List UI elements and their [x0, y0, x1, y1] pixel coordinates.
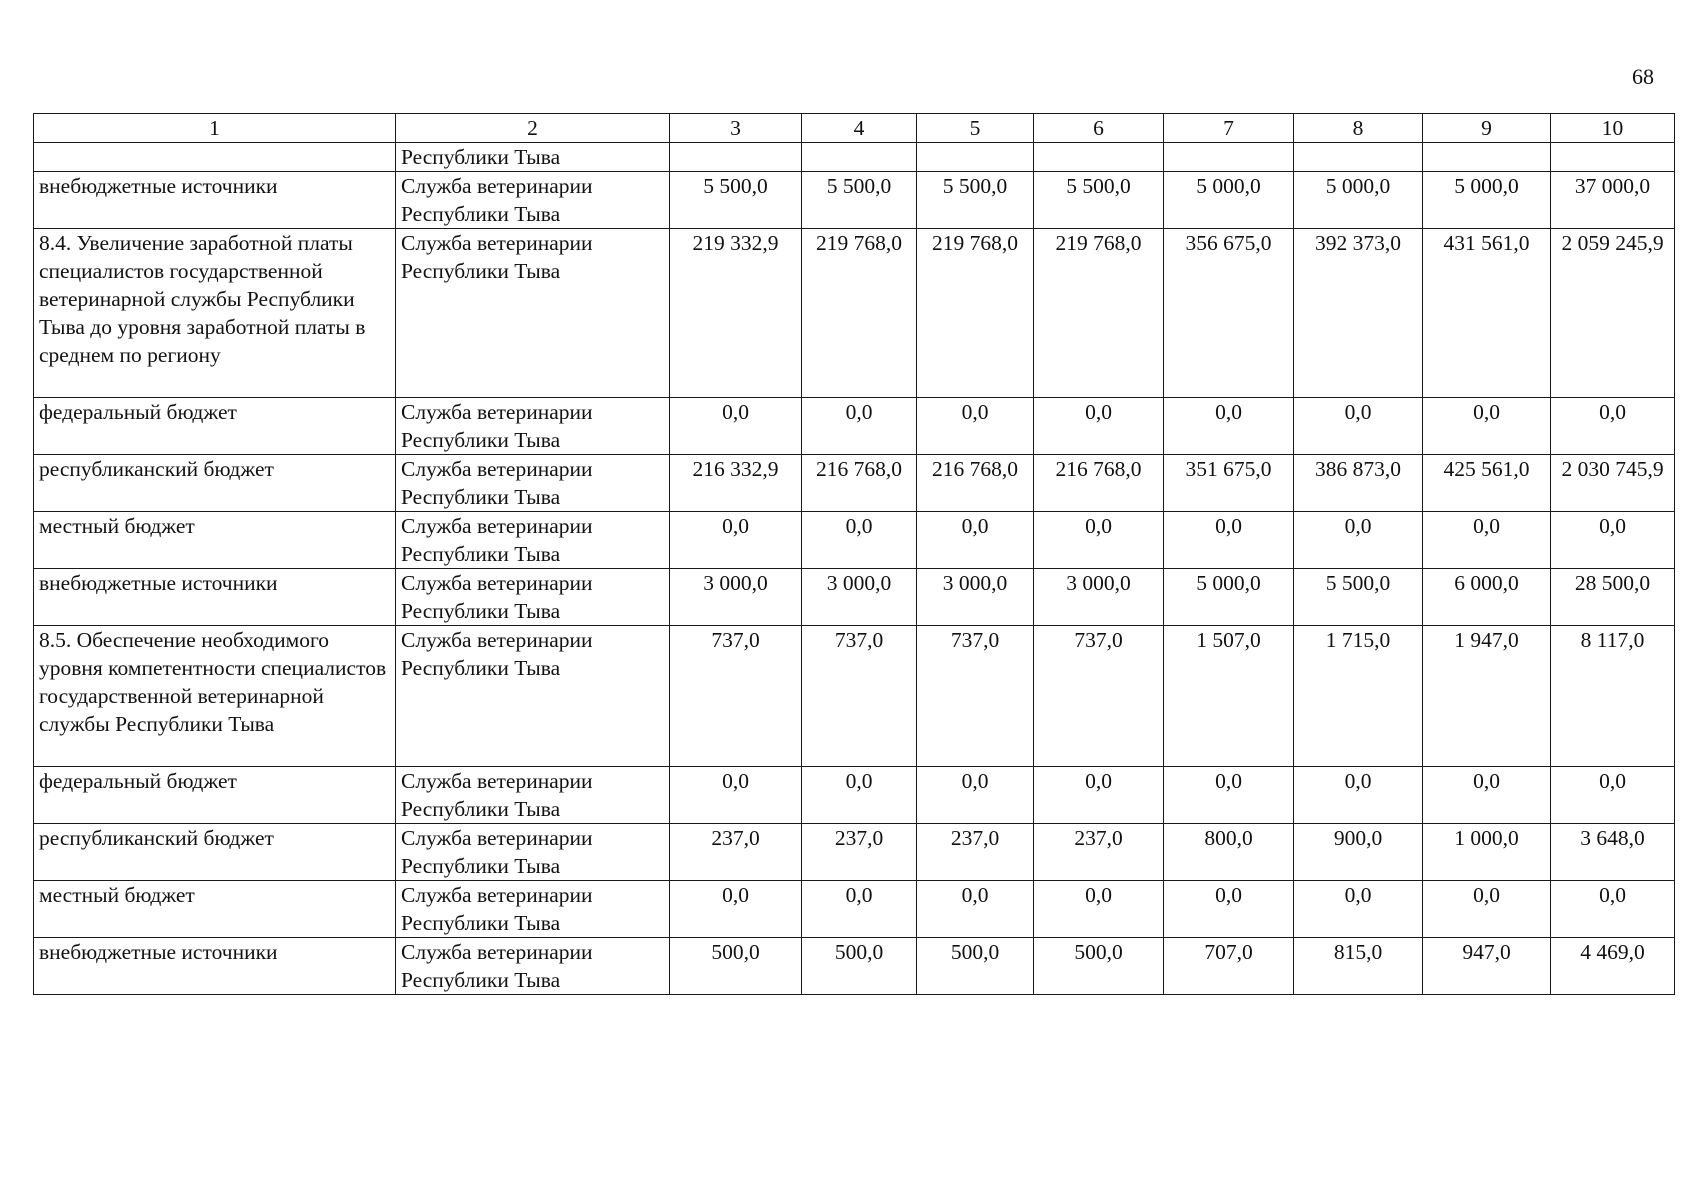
value-cell: 351 675,0 — [1164, 455, 1294, 512]
value-cell — [1551, 143, 1675, 172]
value-cell: 0,0 — [1423, 767, 1551, 824]
table-row — [34, 512, 1675, 569]
executor-line: Республики Тыва — [401, 485, 561, 509]
table-row — [34, 229, 1675, 398]
executor-line: Республики Тыва — [401, 854, 561, 878]
value-cell: 0,0 — [802, 881, 917, 938]
value-cell: 0,0 — [1034, 512, 1164, 569]
value-cell: 0,0 — [1294, 881, 1423, 938]
value-cell: 0,0 — [1551, 398, 1675, 455]
value-cell: 800,0 — [1164, 824, 1294, 881]
executor-line: Служба ветеринарии — [401, 940, 593, 964]
table-row — [34, 626, 1675, 767]
value-cell: 237,0 — [1034, 824, 1164, 881]
value-cell: 4 469,0 — [1551, 938, 1675, 995]
table-row — [34, 938, 1675, 995]
column-header: 5 — [917, 114, 1034, 143]
value-cell: 5 500,0 — [1034, 172, 1164, 229]
value-cell: 0,0 — [917, 398, 1034, 455]
column-number-row — [34, 114, 1675, 143]
value-cell: 737,0 — [670, 626, 802, 767]
table-row — [34, 881, 1675, 938]
value-cell: 3 000,0 — [670, 569, 802, 626]
table-row — [34, 455, 1675, 512]
value-cell: 392 373,0 — [1294, 229, 1423, 398]
value-cell: 3 000,0 — [1034, 569, 1164, 626]
value-cell: 219 768,0 — [802, 229, 917, 398]
value-cell: 0,0 — [917, 881, 1034, 938]
table-row — [34, 398, 1675, 455]
value-cell: 0,0 — [1551, 767, 1675, 824]
value-cell: 500,0 — [670, 938, 802, 995]
executor-cell — [396, 626, 670, 767]
table-row — [34, 767, 1675, 824]
value-cell: 0,0 — [670, 767, 802, 824]
value-cell — [917, 143, 1034, 172]
executor-line: Служба ветеринарии — [401, 514, 593, 538]
value-cell: 0,0 — [670, 512, 802, 569]
value-cell: 0,0 — [1294, 398, 1423, 455]
value-cell: 0,0 — [670, 881, 802, 938]
executor-line: Республики Тыва — [401, 202, 561, 226]
executor-line: Республики Тыва — [401, 259, 561, 283]
value-cell: 37 000,0 — [1551, 172, 1675, 229]
value-cell: 0,0 — [802, 398, 917, 455]
table-body — [34, 143, 1675, 995]
executor-line: Служба ветеринарии — [401, 883, 593, 907]
value-cell: 737,0 — [1034, 626, 1164, 767]
column-header: 7 — [1164, 114, 1294, 143]
value-cell: 431 561,0 — [1423, 229, 1551, 398]
value-cell: 0,0 — [1164, 881, 1294, 938]
value-cell: 356 675,0 — [1164, 229, 1294, 398]
value-cell: 219 768,0 — [917, 229, 1034, 398]
value-cell — [802, 143, 917, 172]
value-cell: 0,0 — [1423, 881, 1551, 938]
value-cell: 5 500,0 — [1294, 569, 1423, 626]
value-cell — [1294, 143, 1423, 172]
executor-line: Республики Тыва — [401, 656, 561, 680]
value-cell: 737,0 — [802, 626, 917, 767]
value-cell: 0,0 — [1551, 512, 1675, 569]
value-cell: 1 947,0 — [1423, 626, 1551, 767]
value-cell — [1423, 143, 1551, 172]
executor-line: Служба ветеринарии — [401, 174, 593, 198]
value-cell: 5 000,0 — [1164, 569, 1294, 626]
executor-line: Республики Тыва — [401, 599, 561, 623]
value-cell: 216 768,0 — [1034, 455, 1164, 512]
value-cell: 237,0 — [917, 824, 1034, 881]
row-name-cell: 8.4. Увеличение заработной платы специалистов государственной ветеринарной службы Республики Тыва до уровня заработной платы в среднем по региону — [34, 229, 396, 398]
value-cell: 3 000,0 — [802, 569, 917, 626]
value-cell: 1 000,0 — [1423, 824, 1551, 881]
value-cell: 500,0 — [917, 938, 1034, 995]
value-cell: 0,0 — [670, 398, 802, 455]
column-header: 1 — [34, 114, 396, 143]
column-header: 4 — [802, 114, 917, 143]
value-cell: 0,0 — [1034, 398, 1164, 455]
executor-cell — [396, 824, 670, 881]
executor-cell — [396, 767, 670, 824]
value-cell: 425 561,0 — [1423, 455, 1551, 512]
executor-line: Служба ветеринарии — [401, 769, 593, 793]
value-cell: 815,0 — [1294, 938, 1423, 995]
page-number: 68 — [1632, 64, 1654, 89]
value-cell: 0,0 — [1164, 512, 1294, 569]
executor-cell — [396, 172, 670, 229]
column-header: 2 — [396, 114, 670, 143]
value-cell: 0,0 — [1294, 512, 1423, 569]
value-cell: 2 059 245,9 — [1551, 229, 1675, 398]
value-cell: 1 715,0 — [1294, 626, 1423, 767]
column-header: 3 — [670, 114, 802, 143]
value-cell — [670, 143, 802, 172]
executor-cell — [396, 229, 670, 398]
executor-cell — [396, 512, 670, 569]
value-cell: 900,0 — [1294, 824, 1423, 881]
value-cell: 237,0 — [802, 824, 917, 881]
value-cell: 500,0 — [802, 938, 917, 995]
value-cell: 6 000,0 — [1423, 569, 1551, 626]
value-cell: 3 648,0 — [1551, 824, 1675, 881]
value-cell: 219 768,0 — [1034, 229, 1164, 398]
value-cell: 219 332,9 — [670, 229, 802, 398]
value-cell: 216 332,9 — [670, 455, 802, 512]
table-row — [34, 172, 1675, 229]
value-cell: 216 768,0 — [917, 455, 1034, 512]
row-name-cell: внебюджетные источники — [34, 569, 396, 626]
column-header: 9 — [1423, 114, 1551, 143]
value-cell: 0,0 — [1034, 767, 1164, 824]
value-cell: 947,0 — [1423, 938, 1551, 995]
executor-line: Служба ветеринарии — [401, 457, 593, 481]
value-cell: 737,0 — [917, 626, 1034, 767]
row-name-cell: республиканский бюджет — [34, 455, 396, 512]
value-cell: 5 000,0 — [1423, 172, 1551, 229]
value-cell: 500,0 — [1034, 938, 1164, 995]
column-header: 6 — [1034, 114, 1164, 143]
value-cell — [1034, 143, 1164, 172]
value-cell — [1164, 143, 1294, 172]
row-name-cell: внебюджетные источники — [34, 172, 396, 229]
executor-line: Республики Тыва — [401, 797, 561, 821]
value-cell: 216 768,0 — [802, 455, 917, 512]
value-cell: 5 500,0 — [802, 172, 917, 229]
value-cell: 5 500,0 — [917, 172, 1034, 229]
executor-cell — [396, 143, 670, 172]
executor-cell — [396, 455, 670, 512]
value-cell: 5 000,0 — [1294, 172, 1423, 229]
row-name-cell: местный бюджет — [34, 512, 396, 569]
executor-cell — [396, 398, 670, 455]
value-cell: 8 117,0 — [1551, 626, 1675, 767]
value-cell: 237,0 — [670, 824, 802, 881]
executor-line: Республики Тыва — [401, 542, 561, 566]
column-header: 8 — [1294, 114, 1423, 143]
value-cell: 2 030 745,9 — [1551, 455, 1675, 512]
table-row — [34, 569, 1675, 626]
value-cell: 707,0 — [1164, 938, 1294, 995]
executor-cell — [396, 881, 670, 938]
row-name-cell: 8.5. Обеспечение необходимого уровня компетентности специалистов государственной ветеринарной службы Республики Тыва — [34, 626, 396, 767]
value-cell: 0,0 — [1164, 398, 1294, 455]
executor-line: Служба ветеринарии — [401, 400, 593, 424]
executor-cell — [396, 938, 670, 995]
executor-line: Служба ветеринарии — [401, 628, 593, 652]
executor-line: Республики Тыва — [401, 911, 561, 935]
budget-table — [33, 113, 1675, 995]
row-name-cell: местный бюджет — [34, 881, 396, 938]
value-cell: 0,0 — [917, 512, 1034, 569]
executor-line: Республики Тыва — [401, 968, 561, 992]
value-cell: 28 500,0 — [1551, 569, 1675, 626]
row-name-cell — [34, 143, 396, 172]
value-cell: 5 500,0 — [670, 172, 802, 229]
table-row — [34, 143, 1675, 172]
value-cell: 3 000,0 — [917, 569, 1034, 626]
row-name-cell: внебюджетные источники — [34, 938, 396, 995]
executor-line: Республики Тыва — [401, 145, 561, 169]
executor-cell — [396, 569, 670, 626]
value-cell: 0,0 — [802, 512, 917, 569]
value-cell: 0,0 — [1423, 512, 1551, 569]
value-cell: 0,0 — [802, 767, 917, 824]
executor-line: Служба ветеринарии — [401, 571, 593, 595]
executor-line: Служба ветеринарии — [401, 826, 593, 850]
executor-line: Республики Тыва — [401, 428, 561, 452]
value-cell: 0,0 — [1423, 398, 1551, 455]
value-cell: 1 507,0 — [1164, 626, 1294, 767]
table-row — [34, 824, 1675, 881]
row-name-cell: республиканский бюджет — [34, 824, 396, 881]
row-name-cell: федеральный бюджет — [34, 767, 396, 824]
value-cell: 0,0 — [917, 767, 1034, 824]
value-cell: 386 873,0 — [1294, 455, 1423, 512]
executor-line: Служба ветеринарии — [401, 231, 593, 255]
value-cell: 0,0 — [1164, 767, 1294, 824]
row-name-cell: федеральный бюджет — [34, 398, 396, 455]
column-header: 10 — [1551, 114, 1675, 143]
value-cell: 0,0 — [1034, 881, 1164, 938]
value-cell: 5 000,0 — [1164, 172, 1294, 229]
value-cell: 0,0 — [1294, 767, 1423, 824]
value-cell: 0,0 — [1551, 881, 1675, 938]
